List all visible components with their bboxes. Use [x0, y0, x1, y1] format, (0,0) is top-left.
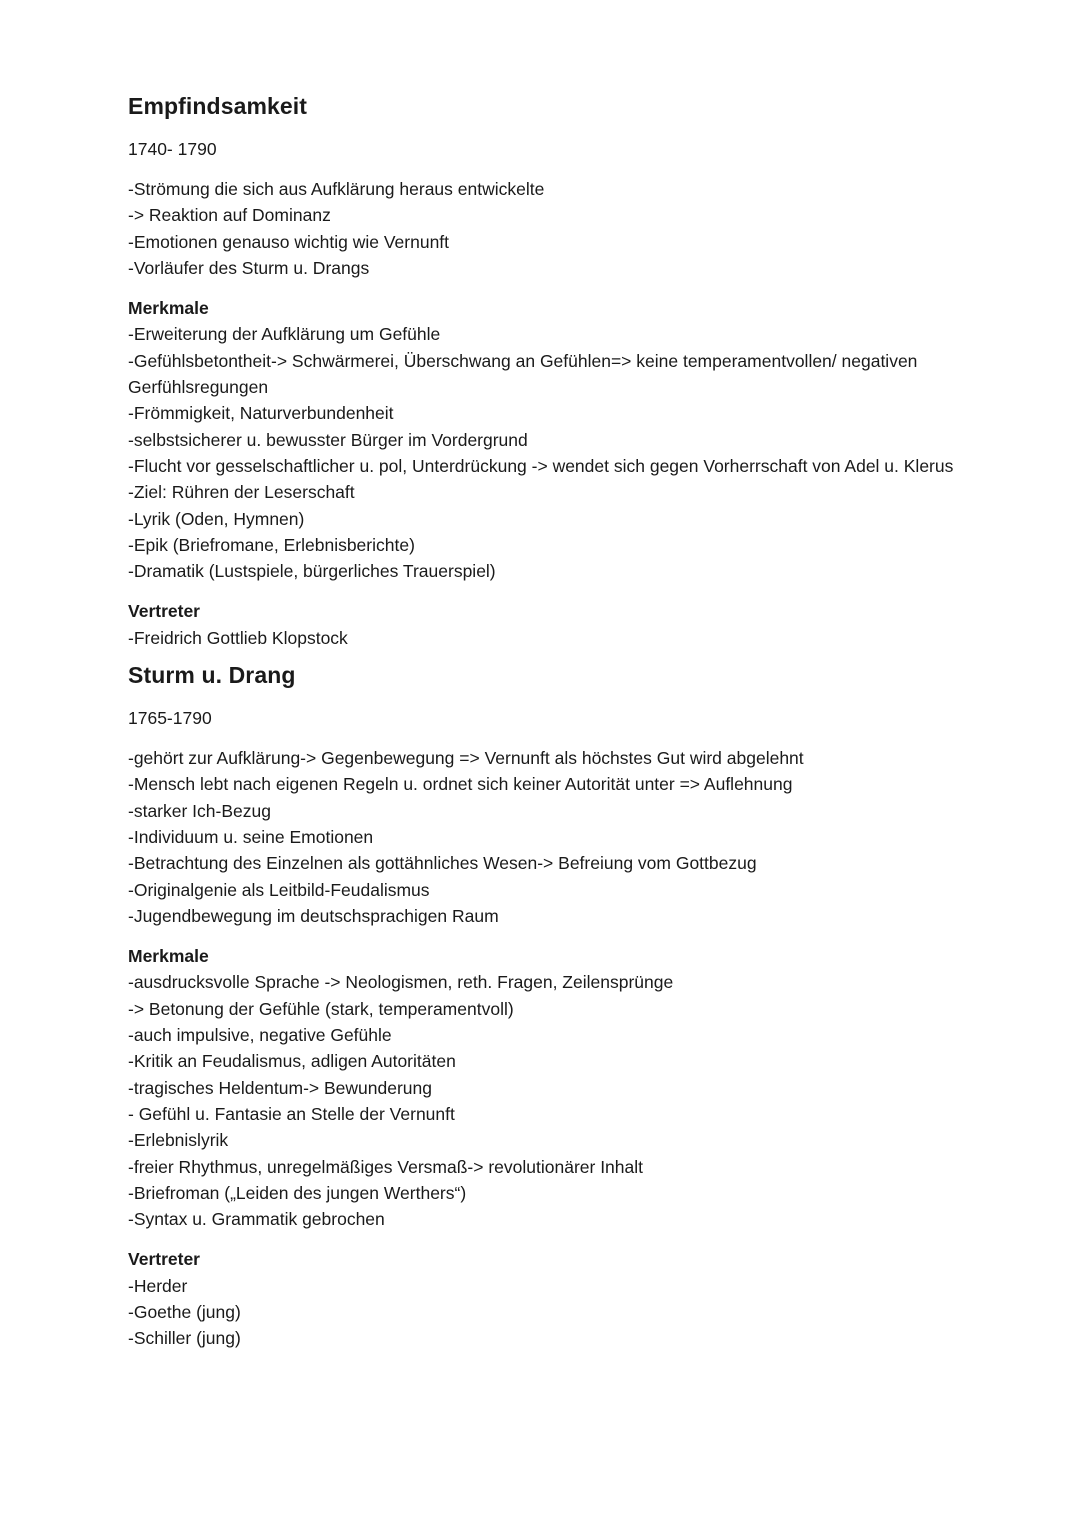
list-item: -Goethe (jung) [128, 1301, 241, 1322]
section-sturm-und-drang [128, 657, 1028, 1352]
list-item: -Briefroman („Leiden des jungen Werthers“) [128, 1182, 467, 1203]
list-item: -gehört zur Aufklärung-> Gegenbewegung => Vernunft als höchstes Gut wird abgelehnt [128, 748, 804, 769]
section-title: Empfindsamkeit [128, 93, 308, 119]
list-item: -> Betonung der Gefühle (stark, temperamentvoll) [128, 998, 514, 1019]
list-item: -auch impulsive, negative Gefühle [128, 1025, 392, 1046]
list-item: -Individuum u. seine Emotionen [128, 826, 374, 847]
list-item: -tragisches Heldentum-> Bewunderung [128, 1077, 432, 1098]
list-item: -Originalgenie als Leitbild-Feudalismus [128, 879, 430, 900]
list-item: - Gefühl u. Fantasie an Stelle der Vernunft [128, 1103, 455, 1124]
period: 1740- 1790 [128, 139, 217, 159]
list-item: -Herder [128, 1275, 188, 1296]
merkmale-list [128, 321, 1028, 584]
list-item: -Syntax u. Grammatik gebrochen [128, 1209, 385, 1230]
list-item: -Mensch lebt nach eigenen Regeln u. ordnet sich keiner Autorität unter => Auflehnung [128, 774, 793, 795]
list-item: -Kritik an Feudalismus, adligen Autoritäten [128, 1051, 456, 1072]
document-page [128, 88, 1028, 1352]
list-item: -Epik (Briefromane, Erlebnisberichte) [128, 534, 415, 555]
merkmale-heading: Merkmale [128, 946, 209, 967]
merkmale-list [128, 969, 1028, 1232]
vertreter-heading: Vertreter [128, 1249, 200, 1270]
list-item: -Emotionen genauso wichtig wie Vernunft [128, 231, 450, 252]
section-title: Sturm u. Drang [128, 662, 296, 689]
intro-list [128, 745, 1028, 929]
section-empfindsamkeit [128, 88, 1028, 651]
period: 1765-1790 [128, 708, 212, 729]
list-item: -Flucht vor gesselschaftlicher u. pol, Unterdrückung -> wendet sich gegen Vorherrschaft von Adel u. Klerus [128, 455, 954, 476]
list-item: -Vorläufer des Sturm u. Drangs [128, 257, 370, 278]
merkmale-heading: Merkmale [128, 298, 209, 319]
list-item: -starker Ich-Bezug [128, 800, 271, 821]
list-item: -Erweiterung der Aufklärung um Gefühle [128, 324, 441, 345]
list-item: -Lyrik (Oden, Hymnen) [128, 508, 305, 529]
list-item: -Freidrich Gottlieb Klopstock [128, 627, 348, 648]
list-item: -Betrachtung des Einzelnen als gottähnliches Wesen-> Befreiung vom Gottbezug [128, 853, 757, 874]
list-item: -selbstsicherer u. bewusster Bürger im Vordergrund [128, 429, 528, 450]
intro-list [128, 176, 1028, 281]
list-item: -Jugendbewegung im deutschsprachigen Raum [128, 905, 499, 926]
vertreter-list [128, 625, 1028, 651]
vertreter-heading: Vertreter [128, 601, 200, 622]
list-item: -Ziel: Rühren der Leserschaft [128, 482, 355, 503]
list-item: -Gefühlsbetontheit-> Schwärmerei, Überschwang an Gefühlen=> keine temperamentvollen/ negativen Gerfühlsregungen [128, 350, 918, 398]
list-item: -Frömmigkeit, Naturverbundenheit [128, 403, 394, 424]
list-item: -Erlebnislyrik [128, 1130, 229, 1151]
list-item: -Schiller (jung) [128, 1328, 241, 1349]
list-item: -> Reaktion auf Dominanz [128, 205, 331, 226]
list-item: -Strömung die sich aus Aufklärung heraus entwickelte [128, 179, 545, 199]
list-item: -freier Rhythmus, unregelmäßiges Versmaß-> revolutionärer Inhalt [128, 1156, 644, 1177]
list-item: -Dramatik (Lustspiele, bürgerliches Trauerspiel) [128, 561, 496, 582]
vertreter-list [128, 1273, 1028, 1352]
list-item: -ausdrucksvolle Sprache -> Neologismen, reth. Fragen, Zeilensprünge [128, 972, 674, 993]
